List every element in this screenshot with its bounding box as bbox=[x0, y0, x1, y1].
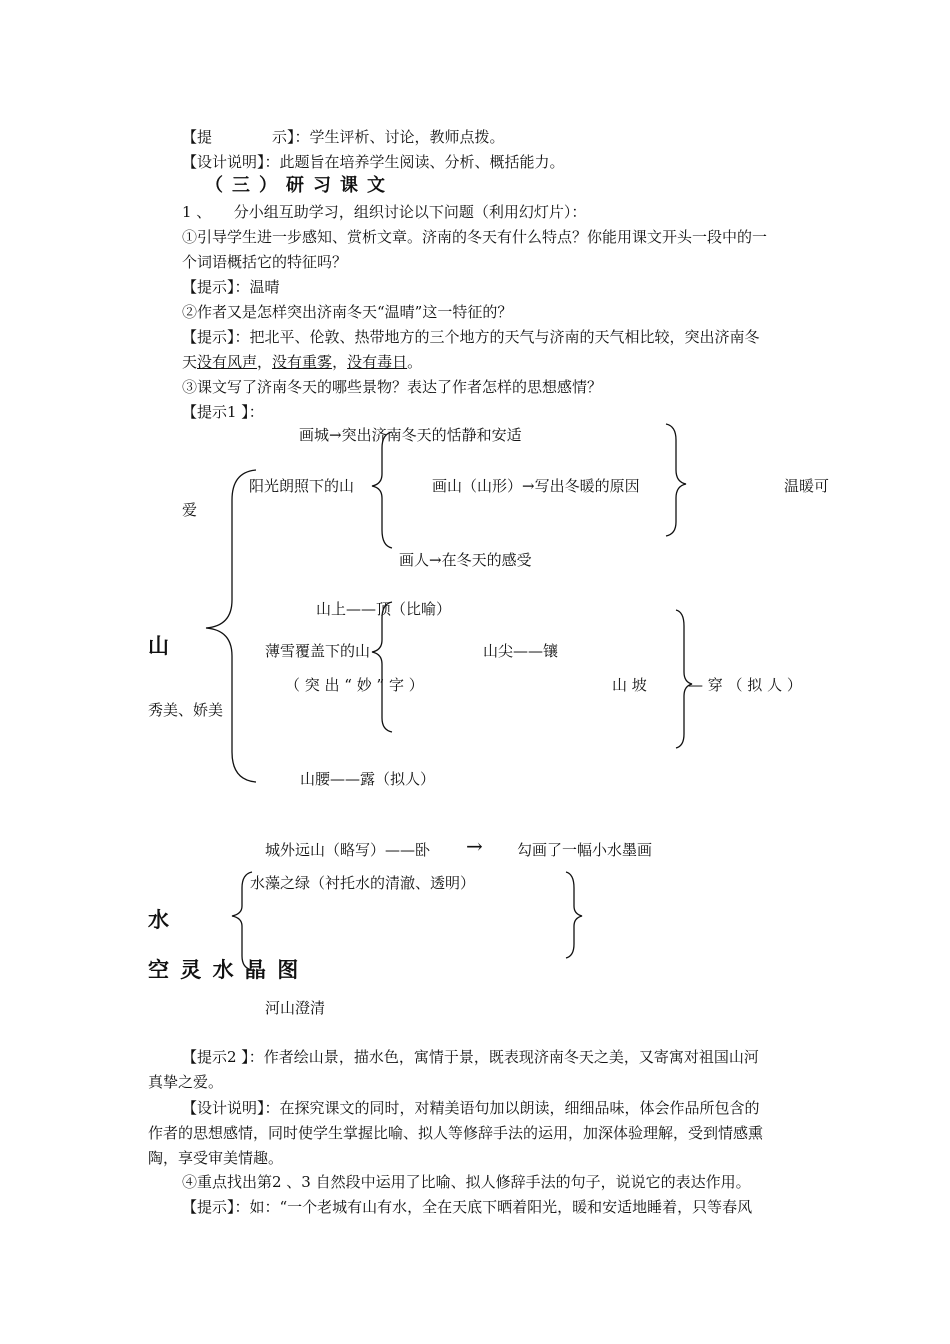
node-mountain-top: 山上——顶（比喻） bbox=[316, 600, 452, 618]
node-slope: 山 坡 bbox=[612, 676, 647, 694]
node-miao: （ 突 出 “ 妙 ” 字 ） bbox=[285, 676, 424, 694]
node-snow-mountain: 薄雪覆盖下的山 bbox=[265, 642, 371, 660]
label-crystal: 空 灵 水 晶 图 bbox=[148, 958, 301, 982]
sunny-left-brace bbox=[372, 432, 392, 548]
node-city: 画城→突出济南冬天的恬静和安适 bbox=[299, 426, 522, 444]
question-2: ②作者又是怎样突出济南冬天“温晴”这一特征的？ bbox=[182, 303, 513, 321]
hint-prefix: 天 bbox=[182, 353, 198, 371]
node-people: 画人→在冬天的感受 bbox=[399, 551, 532, 569]
snow-left-brace bbox=[372, 602, 392, 732]
node-ink-painting: 勾画了一幅小水墨画 bbox=[517, 841, 653, 859]
underline-no-fog: 没有重雾 bbox=[272, 353, 333, 371]
underline-no-wind: 没有风声 bbox=[197, 353, 258, 371]
hint-4: 【提示】：如：“一个老城有山有水，全在天底下晒着阳光，暖和安适地睡着，只等春风 bbox=[182, 1198, 753, 1216]
design-note-2b: 作者的思想感情，同时使学生掌握比喻、拟人等修辞手法的运用，加深体验理解，受到情感熏 bbox=[148, 1124, 764, 1142]
big-left-brace bbox=[206, 470, 256, 782]
node-far-mountain: 城外远山（略写）——卧 bbox=[265, 841, 431, 859]
water-left-brace bbox=[232, 872, 252, 970]
question-1: 1 、 分小组互助学习，组织讨论以下问题（利用幻灯片）： bbox=[182, 203, 587, 221]
design-note-2a: 【设计说明】：在探究课文的同时，对精美语句加以朗读，细细品味，体会作品所包含的 bbox=[182, 1099, 760, 1117]
comma: ， bbox=[332, 353, 348, 371]
node-clear: 河山澄清 bbox=[265, 999, 326, 1017]
sunny-right-brace bbox=[666, 424, 686, 536]
label-mountain: 山 bbox=[148, 634, 169, 658]
hint-line: 【提 示】：学生评析、讨论，教师点拨。 bbox=[182, 128, 505, 146]
water-right-brace bbox=[566, 872, 582, 958]
question-1a: ①引导学生进一步感知、赏析文章。济南的冬天有什么特点？你能用课文开头一段中的一 bbox=[182, 228, 768, 246]
design-note: 【设计说明】：此题旨在培养学生阅读、分析、概括能力。 bbox=[182, 153, 565, 171]
hint-2: 【提示2 】：作者绘山景，描水色，寓情于景，既表现济南冬天之美，又寄寓对祖国山河 bbox=[182, 1048, 759, 1066]
node-algae: 水藻之绿（衬托水的清澈、透明） bbox=[250, 874, 476, 892]
question-3: ③课文写了济南冬天的哪些景物？表达了作者怎样的思想感情？ bbox=[182, 378, 603, 396]
node-mountain-shape: 画山（山形）→写出冬暖的原因 bbox=[432, 477, 640, 495]
node-warm: 温暖可 bbox=[784, 477, 830, 495]
hint-1-label: 【提示1 】： bbox=[182, 403, 264, 421]
section-heading: （三）研习课文 bbox=[205, 175, 394, 196]
node-mountain-waist: 山腰——露（拟人） bbox=[300, 770, 436, 788]
hint-compare-a: 【提示】：把北平、伦敦、热带地方的三个地方的天气与济南的天气相比较，突出济南冬 bbox=[182, 328, 760, 346]
hint-wenqing: 【提示】：温晴 bbox=[182, 278, 280, 296]
design-note-2c: 陶，享受审美情趣。 bbox=[148, 1149, 284, 1167]
node-sunny-mountain: 阳光朗照下的山 bbox=[249, 477, 355, 495]
node-mountain-tip: 山尖——镶 bbox=[483, 642, 559, 660]
node-beauty: 秀美、娇美 bbox=[148, 701, 224, 719]
comma: ， bbox=[257, 353, 273, 371]
arrow-icon: → bbox=[466, 834, 483, 858]
node-warm-cont: 爱 bbox=[182, 501, 198, 519]
label-water: 水 bbox=[148, 908, 169, 932]
hint-2-cont: 真挚之爱。 bbox=[148, 1073, 224, 1091]
question-4: ④重点找出第2 、3 自然段中运用了比喻、拟人修辞手法的句子，说说它的表达作用。 bbox=[182, 1173, 751, 1191]
underline-no-sun: 没有毒日 bbox=[347, 353, 408, 371]
node-chuan: — 穿 （ 拟 人 ） bbox=[688, 676, 802, 694]
period: 。 bbox=[407, 353, 423, 371]
question-1b: 个词语概括它的特征吗？ bbox=[182, 253, 348, 271]
